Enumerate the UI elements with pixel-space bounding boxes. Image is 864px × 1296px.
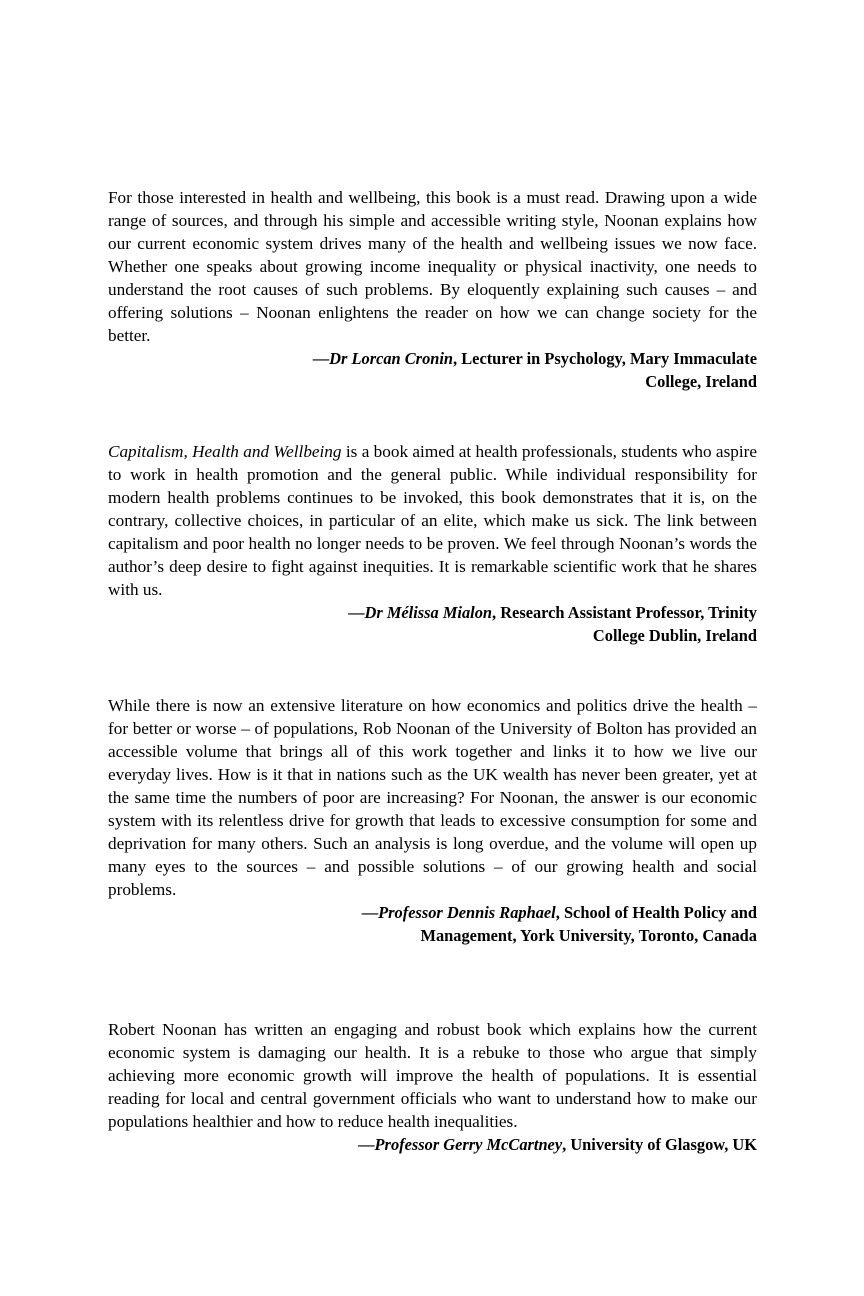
endorsement-attribution bbox=[108, 601, 757, 647]
endorsement-quote: For those interested in health and wellbeing, this book is a must read. Drawing upon a wide range of sources, and through his simple and accessible writing style, Noonan explains how our current economic system drives many of the health and wellbeing issues we now face. Whether one speaks about growing income inequality or physical inactivity, one needs to understand the root causes of such problems. By eloquently explaining such causes – and offering solutions – Noonan enlightens the reader on how we can change society for the better. bbox=[108, 188, 757, 345]
endorsement-quote: While there is now an extensive literature on how economics and politics drive the health – for better or worse – of populations, Rob Noonan of the University of Bolton has provided an accessible volume that brings all of this work together and links it to how we live our everyday lives. How is it that in nations such as the UK wealth has never been greater, yet at the same time the numbers of poor are increasing? For Noonan, the answer is our economic system with its relentless drive for growth that leads to excessive consumption for some and deprivation for many others. Such an analysis is long overdue, and the volume will open up many eyes to the sources – and possible solutions – of our growing health and social problems. bbox=[108, 696, 757, 899]
endorsement-attribution bbox=[108, 347, 757, 393]
endorsement-attribution bbox=[108, 901, 757, 947]
attribution-dash: — bbox=[361, 903, 379, 922]
endorsement-mialon bbox=[108, 440, 757, 647]
endorsement-attribution bbox=[108, 1133, 757, 1156]
attribution-dash: — bbox=[358, 1135, 375, 1154]
endorsement-quote-text: is a book aimed at health professionals, students who aspire to work in health promotion and the general public. While individual responsibility for modern health problems continues to be invoked, this book demonstrates that it is, on the contrary, collective choices, in particular of an elite, which make us sick. The link between capitalism and poor health no longer needs to be proven. We feel through Noonan’s words the author’s deep desire to fight against inequities. It is remarkable scientific work that he shares with us. bbox=[108, 442, 757, 599]
endorser-affiliation-line1: , University of Glasgow, UK bbox=[562, 1135, 757, 1154]
endorser-affiliation-line1: , Research Assistant Professor, Trinity bbox=[492, 603, 757, 622]
endorsement-quote: Robert Noonan has written an engaging and robust book which explains how the current economic system is damaging our health. It is a rebuke to those who argue that simply achieving more economic growth will improve the health of populations. It is essential reading for local and central government officials who want to understand how to make our populations healthier and how to reduce health inequalities. bbox=[108, 1020, 757, 1131]
endorsement-raphael bbox=[108, 694, 757, 947]
endorser-name: Professor Gerry McCartney bbox=[374, 1135, 563, 1154]
endorser-name: Dr Lorcan Cronin bbox=[329, 349, 454, 368]
endorsement-mccartney bbox=[108, 1018, 757, 1156]
endorser-affiliation-line2: College, Ireland bbox=[645, 372, 757, 391]
book-title: Capitalism, Health and Wellbeing bbox=[108, 442, 342, 461]
attribution-dash: — bbox=[348, 603, 365, 622]
attribution-dash: — bbox=[312, 349, 330, 368]
endorsement-cronin bbox=[108, 186, 757, 393]
endorser-affiliation-line2: College Dublin, Ireland bbox=[592, 626, 757, 645]
endorser-affiliation-line2: Management, York University, Toronto, Canada bbox=[420, 926, 757, 945]
endorsement-quote bbox=[108, 440, 757, 601]
endorser-name: Professor Dennis Raphael bbox=[378, 903, 556, 922]
endorser-affiliation-line1: , Lecturer in Psychology, Mary Immaculate bbox=[453, 349, 757, 368]
endorser-name: Dr Mélissa Mialon bbox=[364, 603, 493, 622]
endorser-affiliation-line1: , School of Health Policy and bbox=[555, 903, 757, 922]
